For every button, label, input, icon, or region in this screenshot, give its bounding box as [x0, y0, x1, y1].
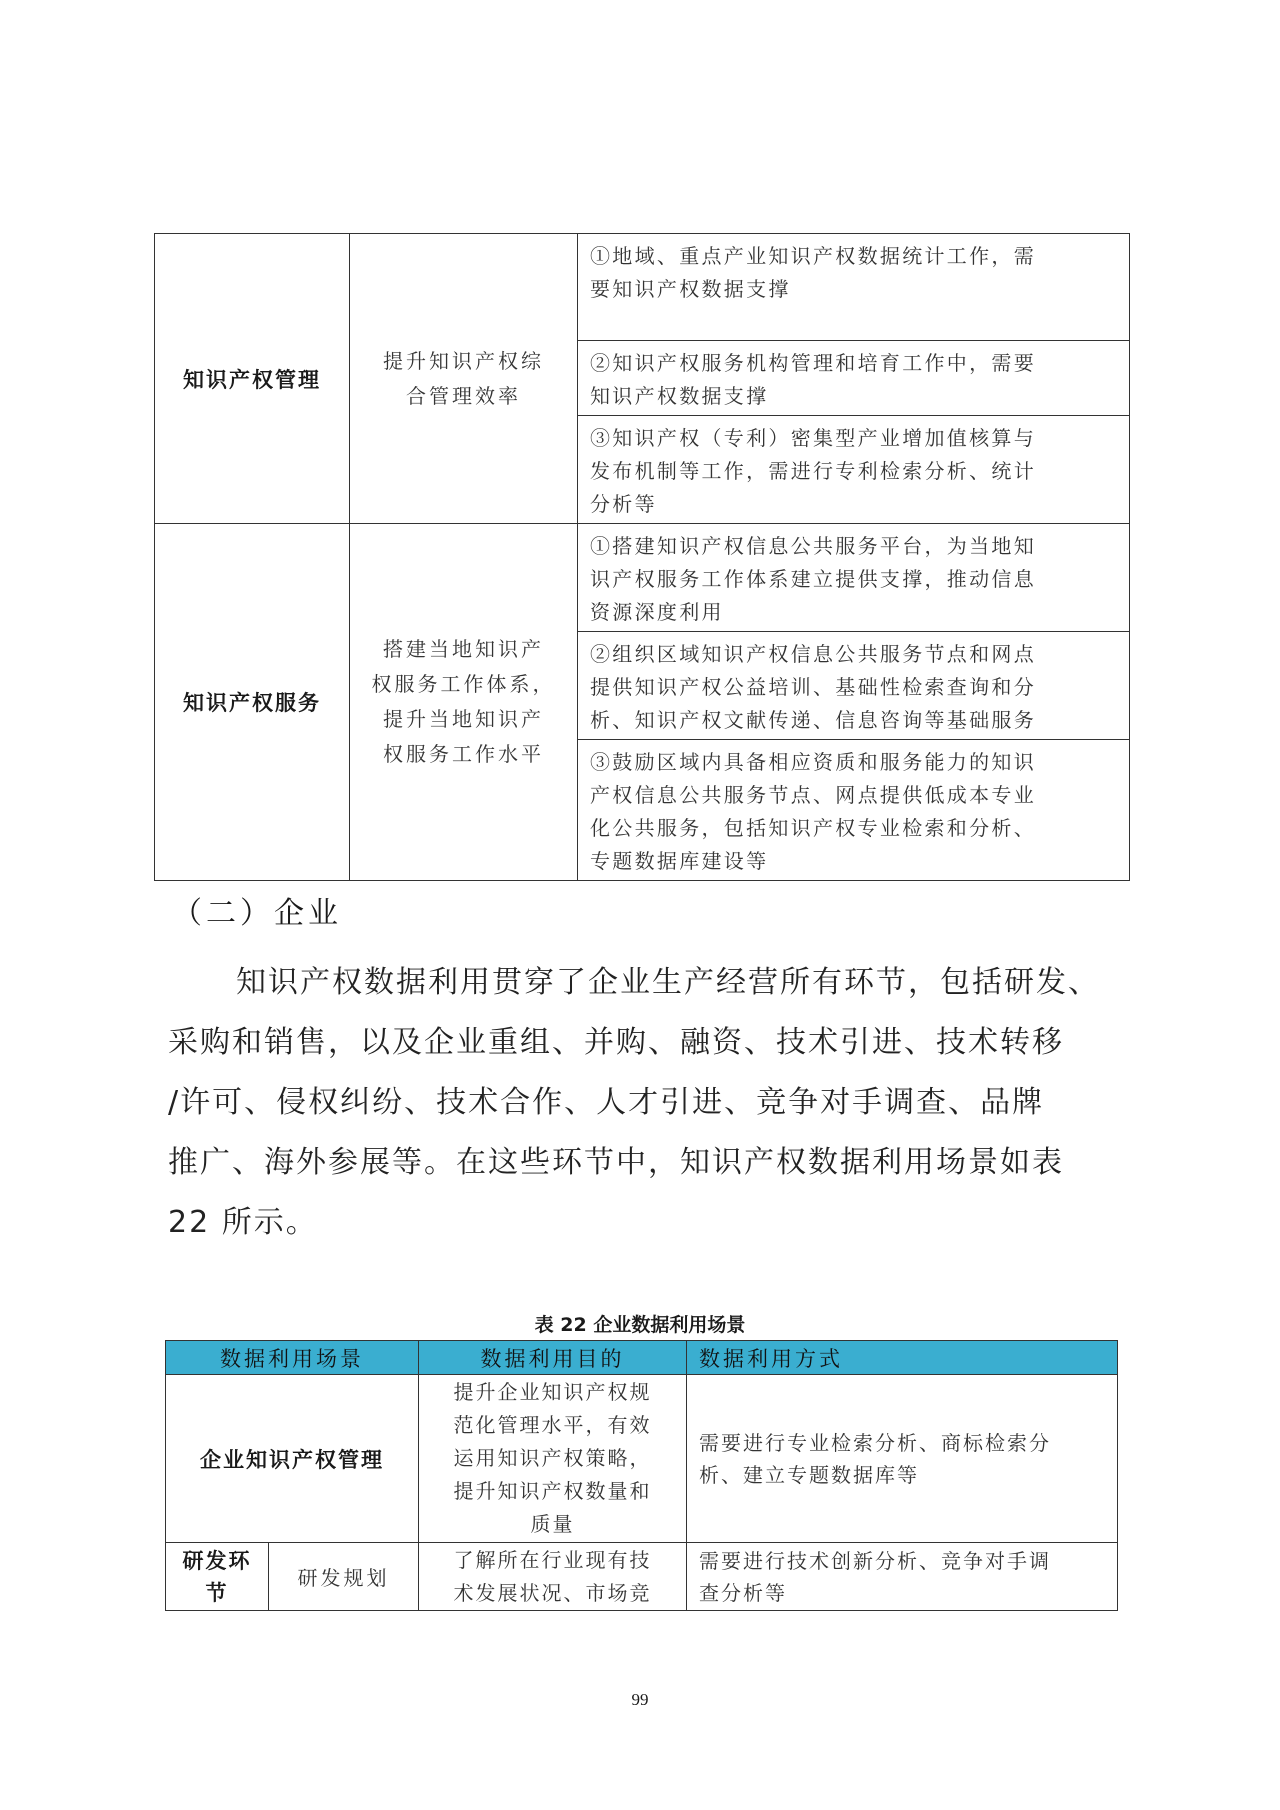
- goal-ip-service: 搭建当地知识产 权服务工作体系， 提升当地知识产 权服务工作水平: [350, 524, 578, 881]
- category-ip-service: 知识产权服务: [155, 524, 350, 881]
- header-purpose: 数据利用目的: [419, 1341, 687, 1375]
- ip-usage-table-continued: [154, 233, 1130, 881]
- category-rd-stage: 研发环 节: [166, 1543, 269, 1611]
- item-cell: ③鼓励区域内具备相应资质和服务能力的知识 产权信息公共服务节点、网点提供低成本专业 化公共服务，包括知识产权专业检索和分析、 专题数据库建设等: [578, 740, 1130, 881]
- body-paragraph: 知识产权数据利用贯穿了企业生产经营所有环节，包括研发、 采购和销售，以及企业重组、并购、融资、技术引进、技术转移 /许可、侵权纠纷、技术合作、人才引进、竞争对手调查、品牌 推广、海外参展等。在这些环节中，知识产权数据利用场景如表 22 所示。: [168, 965, 1100, 1240]
- category-ip-management: 知识产权管理: [155, 234, 350, 524]
- item-cell: ②知识产权服务机构管理和培育工作中，需要 知识产权数据支撑: [578, 341, 1130, 416]
- item-cell: ②组织区域知识产权信息公共服务节点和网点 提供知识产权公益培训、基础性检索查询和分 析、知识产权文献传递、信息咨询等基础服务: [578, 632, 1130, 740]
- purpose-cell: 了解所在行业现有技 术发展状况、市场竞: [419, 1543, 687, 1611]
- header-method: 数据利用方式: [687, 1341, 1118, 1375]
- subcategory-rd-planning: 研发规划: [269, 1543, 419, 1611]
- table-caption: 表 22 企业数据利用场景: [534, 1314, 746, 1336]
- header-scene: 数据利用场景: [166, 1341, 419, 1375]
- goal-ip-management: 提升知识产权综 合管理效率: [350, 234, 578, 524]
- page-number: 99: [631, 1690, 649, 1709]
- section-heading: （二）企业: [172, 896, 342, 931]
- category-enterprise-ip-management: 企业知识产权管理: [166, 1375, 419, 1543]
- item-cell: ③知识产权（专利）密集型产业增加值核算与 发布机制等工作，需进行专利检索分析、统计 分析等: [578, 416, 1130, 524]
- method-cell: 需要进行技术创新分析、竞争对手调 查分析等: [687, 1543, 1118, 1611]
- purpose-cell: 提升企业知识产权规 范化管理水平，有效 运用知识产权策略， 提升知识产权数量和 质量: [419, 1375, 687, 1543]
- item-cell: ①搭建知识产权信息公共服务平台，为当地知 识产权服务工作体系建立提供支撑，推动信息 资源深度利用: [578, 524, 1130, 632]
- item-cell: ①地域、重点产业知识产权数据统计工作，需 要知识产权数据支撑: [578, 234, 1130, 341]
- enterprise-data-usage-table: [165, 1340, 1118, 1611]
- method-cell: 需要进行专业检索分析、商标检索分 析、建立专题数据库等: [687, 1375, 1118, 1543]
